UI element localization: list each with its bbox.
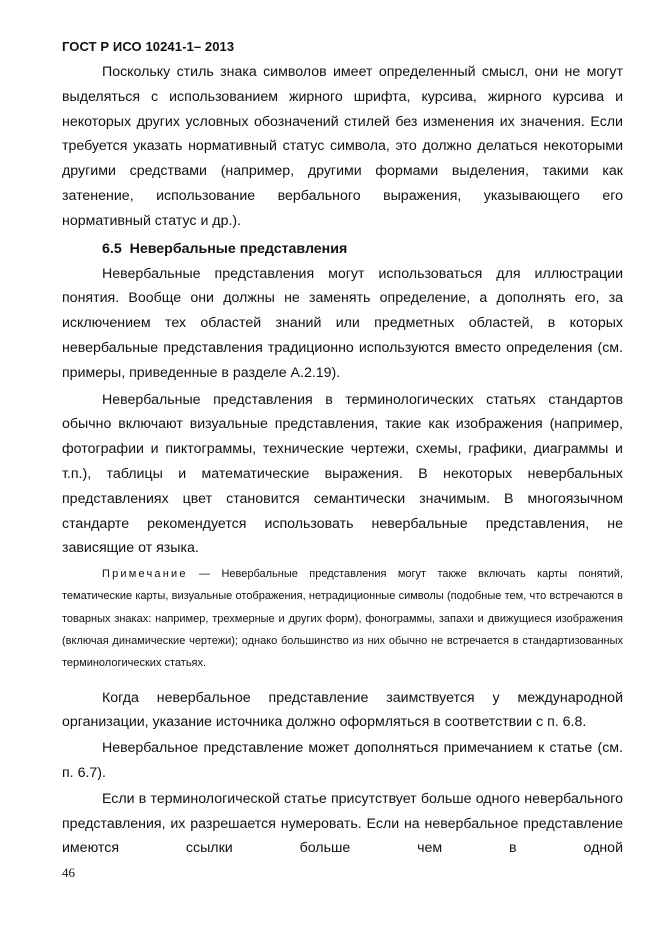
paragraph-nonverbal-types: Невербальные представления в терминологических статьях стандартов обычно включают визуальные представления, такие как изображения (например, фотографии и пиктограммы, технические чертежи, схемы, графики, диаграммы и т.п.), таблицы и математические выражения. В некоторых невербальных представлениях цвет становится семантически значимым. В многоязычном стандарте рекомендуется использовать невербальные представления, не зависящие от языка. bbox=[62, 391, 623, 557]
section-number: 6.5 bbox=[102, 240, 122, 257]
page-number: 46 bbox=[62, 865, 75, 880]
paragraph-source-reference: Когда невербальное представление заимствуется у международной организации, указание источника должно оформляться в соответствии с п. 6.8. bbox=[62, 689, 623, 731]
document-header: ГОСТ Р ИСО 10241-1– 2013 bbox=[62, 39, 235, 54]
note-block bbox=[62, 563, 623, 674]
section-heading bbox=[62, 237, 623, 261]
document-body bbox=[62, 60, 623, 861]
paragraph-symbol-style: Поскольку стиль знака символов имеет определенный смысл, они не могут выделяться с использованием жирного шрифта, курсива, жирного курсива и некоторых других условных обозначений стилей без изменения их значения. Если требуется указать нормативный статус символа, это должно делаться некоторыми другими средствами (например, другими формами выделения, такими как затенение, использование вербального выражения, указывающего его нормативный статус и др.). bbox=[62, 64, 623, 229]
note-dash: — bbox=[187, 568, 222, 581]
note-text: Невербальные представления могут также включать карты понятий, тематические карты, визуальные отображения, нетрадиционные символы (подобные тем, что встречаются в товарных знаках: например, трехмерные и других форм), фонограммы, запахи и движущиеся изображения (включая динамические чертежи); однако большинство из них обычно не встречается в стандартизованных терминологических статьях. bbox=[62, 568, 623, 670]
note-label: Примечание bbox=[102, 568, 188, 581]
paragraph-note-addition: Невербальное представление может дополняться примечанием к статье (см. п. 6.7). bbox=[62, 740, 623, 782]
paragraph-nonverbal-purpose: Невербальные представления могут использоваться для иллюстрации понятия. Вообще они должны не заменять определение, а дополнять его, за исключением тех областей знаний или предметных областей, в которых невербальные представления традиционно используются вместо определения (см. примеры, приведенные в разделе А.2.19). bbox=[62, 265, 623, 381]
section-title: Невербальные представления bbox=[129, 240, 348, 257]
paragraph-numbering: Если в терминологической статье присутствует больше одного невербального представления, их разрешается нумеровать. Если на невербальное представление имеются ссылки больше чем в одной bbox=[62, 790, 623, 857]
